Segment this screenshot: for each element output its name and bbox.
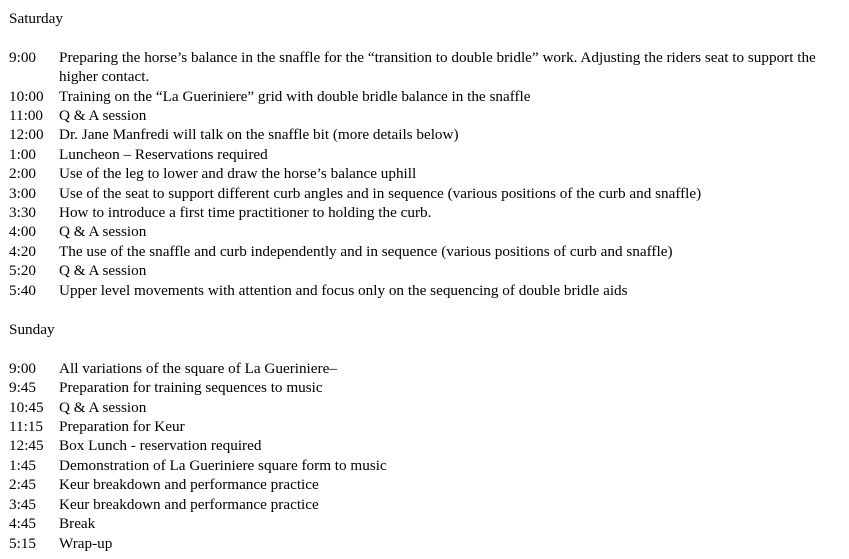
schedule-row: [9, 261, 844, 280]
time-label: 3:00: [9, 184, 37, 202]
activity-text: Wrap-up: [59, 534, 113, 552]
activity-text: Upper level movements with attention and focus only on the sequencing of double bridle aids: [59, 281, 628, 299]
time-label: 1:00: [9, 145, 37, 163]
schedule-row: [9, 164, 844, 183]
schedule-row: [9, 242, 844, 261]
blank-line: [9, 28, 844, 47]
activity-text: How to introduce a first time practitioner to holding the curb.: [59, 204, 432, 222]
activity-text: All variations of the square of La Gueriniere–: [59, 359, 337, 377]
schedule-row: [9, 495, 844, 514]
activity-text: Preparing the horse’s balance in the snaffle for the “transition to double bridle” work. Adjusting the riders seat to support the higher contact.: [59, 48, 816, 86]
time-label: 12:00: [9, 126, 44, 144]
activity-text: Q & A session: [59, 107, 147, 124]
time-label: 9:00: [9, 359, 37, 377]
schedule-row: [9, 203, 844, 222]
activity-text: Dr. Jane Manfredi will talk on the snaffle bit (more details below): [59, 126, 459, 144]
section-spacer: [9, 300, 844, 320]
time-label: 3:30: [9, 204, 37, 222]
activity-text: Box Lunch - reservation required: [59, 437, 262, 455]
activity-text: Use of the leg to lower and draw the horse’s balance uphill: [59, 165, 417, 183]
schedule-row: [9, 125, 844, 144]
schedule-row: [9, 456, 844, 475]
schedule-row: [9, 48, 844, 87]
time-label: 5:15: [9, 534, 37, 552]
activity-text: Training on the “La Gueriniere” grid with double bridle balance in the snaffle: [59, 87, 531, 105]
activity-text: Keur breakdown and performance practice: [59, 476, 319, 494]
time-label: 9:00: [9, 48, 37, 66]
schedule-row: [9, 222, 844, 241]
time-label: 2:00: [9, 165, 37, 183]
time-label: 3:45: [9, 495, 37, 513]
schedule-row: [9, 106, 844, 125]
activity-text: Q & A session: [59, 223, 147, 241]
schedule-row: [9, 145, 844, 164]
schedule-row: [9, 514, 844, 533]
activity-text: Break: [59, 515, 96, 533]
time-label: 5:20: [9, 262, 37, 280]
schedule-document: [9, 9, 844, 553]
saturday-heading: Saturday: [9, 10, 63, 27]
activity-text: Keur breakdown and performance practice: [59, 495, 319, 513]
schedule-row: [9, 417, 844, 436]
activity-text: Q & A session: [59, 398, 147, 416]
time-label: 5:40: [9, 281, 37, 299]
time-label: 12:45: [9, 437, 44, 455]
activity-text: Use of the seat to support different curb angles and in sequence (various positions of the curb and snaffle): [59, 184, 702, 202]
schedule-row: [9, 359, 844, 378]
time-label: 2:45: [9, 476, 37, 494]
schedule-row: [9, 87, 844, 106]
activity-text: Luncheon – Reservations required: [59, 145, 268, 163]
time-label: 10:45: [9, 398, 44, 416]
time-label: 4:45: [9, 515, 37, 533]
time-label: 9:45: [9, 379, 37, 397]
time-label: 10:00: [9, 87, 44, 105]
time-label: 4:00: [9, 223, 37, 241]
time-label: 11:15: [9, 418, 44, 436]
sunday-heading: Sunday: [9, 321, 55, 339]
activity-text: Q & A session: [59, 262, 147, 280]
time-label: 4:20: [9, 242, 37, 260]
schedule-row: [9, 378, 844, 397]
activity-text: Preparation for Keur: [59, 418, 185, 436]
time-label: 1:45: [9, 456, 37, 474]
schedule-row: [9, 534, 844, 553]
schedule-row: [9, 475, 844, 494]
activity-text: Preparation for training sequences to music: [59, 379, 323, 397]
schedule-row: [9, 398, 844, 417]
time-label: 11:00: [9, 107, 44, 124]
schedule-row: [9, 436, 844, 455]
activity-text: Demonstration of La Gueriniere square form to music: [59, 456, 387, 474]
blank-line: [9, 339, 844, 358]
schedule-row: [9, 184, 844, 203]
activity-text: The use of the snaffle and curb independently and in sequence (various positions of curb and snaffle): [59, 242, 673, 260]
schedule-row: [9, 281, 844, 300]
